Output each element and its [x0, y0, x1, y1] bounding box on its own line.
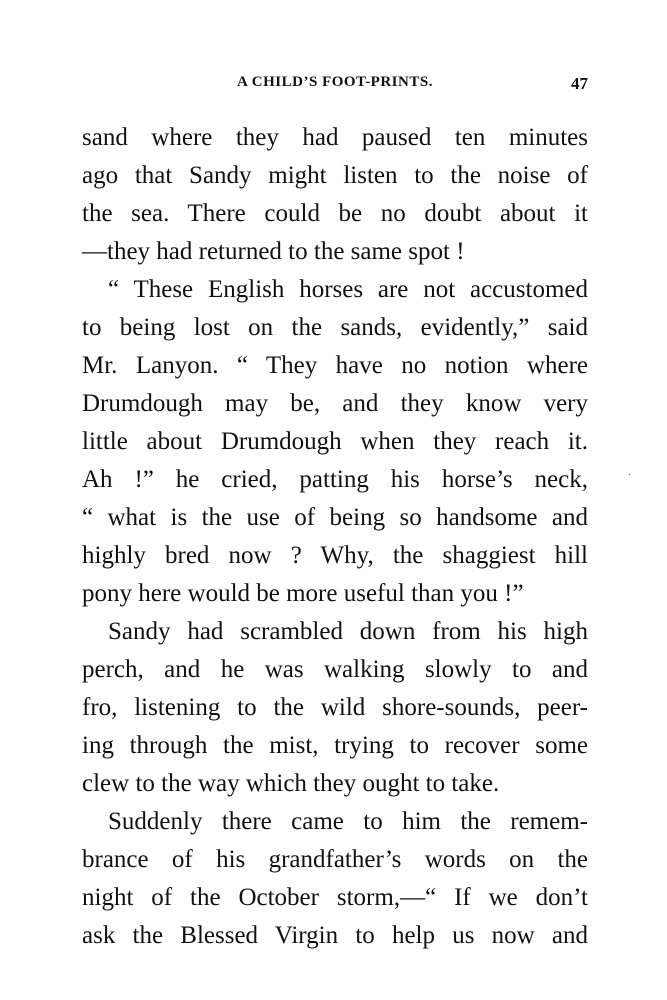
text-line: highly bred now ? Why, the shaggiest hill: [82, 542, 588, 569]
text-line: Ah !” he cried, patting his horse’s neck,: [82, 466, 588, 493]
text-line: Drumdough may be, and they know very: [82, 390, 588, 417]
text-line: “ what is the use of being so handsome and: [82, 504, 588, 531]
page-number: 47: [571, 74, 588, 93]
text-line: sand where they had paused ten minutes: [82, 124, 588, 151]
margin-mark: ·: [628, 470, 632, 481]
text-line: Suddenly there came to him the remem-: [108, 808, 588, 835]
text-line: “ These English horses are not accustomed: [108, 276, 588, 303]
text-line: ask the Blessed Virgin to help us now and: [82, 922, 588, 949]
text-line: Sandy had scrambled down from his high: [108, 618, 588, 645]
body-text: [82, 119, 588, 955]
text-line: to being lost on the sands, evidently,” said: [82, 314, 588, 341]
text-line: fro, listening to the wild shore-sounds, peer-: [82, 694, 588, 721]
text-line: clew to the way which they ought to take.: [82, 770, 500, 797]
text-line: —they had returned to the same spot !: [82, 238, 465, 265]
text-line: Mr. Lanyon. “ They have no notion where: [82, 352, 588, 379]
running-title: A CHILD’S FOOT-PRINTS.: [237, 74, 433, 90]
text-line: ago that Sandy might listen to the noise of: [82, 162, 588, 189]
text-line: brance of his grandfather’s words on the: [82, 846, 588, 873]
text-line: night of the October storm,—“ If we don’t: [82, 884, 588, 911]
text-line: perch, and he was walking slowly to and: [82, 656, 588, 683]
text-line: pony here would be more useful than you !”: [82, 580, 524, 607]
text-line: little about Drumdough when they reach it.: [82, 428, 588, 455]
text-line: ing through the mist, trying to recover some: [82, 732, 588, 759]
running-head: [82, 74, 588, 98]
text-line: the sea. There could be no doubt about it: [82, 200, 588, 227]
